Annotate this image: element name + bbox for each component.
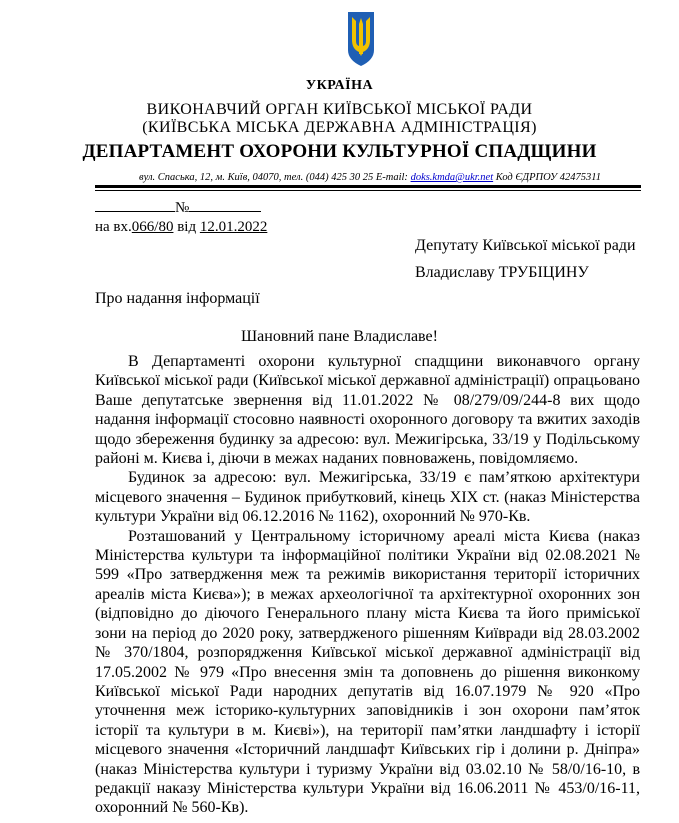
header-divider-thin — [95, 190, 641, 191]
edrpou-code: Код ЄДРПОУ 42475311 — [495, 172, 601, 183]
recipient-position: Депутату Київської міської ради — [415, 237, 636, 254]
department-name: ДЕПАРТАМЕНТ ОХОРОНИ КУЛЬТУРНОЇ СПАДЩИНИ — [82, 141, 597, 162]
outgoing-number-blank — [95, 211, 175, 212]
tryzub-emblem-icon — [346, 10, 376, 68]
email-link[interactable]: doks.kmda@ukr.net — [410, 172, 494, 183]
phone-text: тел. (044) 425 30 25 E-mail: — [284, 172, 408, 183]
number-sign: № — [175, 200, 190, 216]
incoming-reference-line — [95, 219, 267, 236]
body-paragraph: В Департаменті охорони культурної спадщини виконавчого органу Київської міської ради (Київської міської державної адміністрації) опрацьовано Ваше депутатське звернення від 11.01.2022 № 08/279/09/244-8 вих щодо надання інформації стосовно наявності охоронного договору та вжитих заходів щодо збереження будинку за адресою: вул. Межигірська, 33/19 у Подільському районі м. Києва і, діючи в межах наданих повноважень, повідомляємо. — [95, 353, 640, 468]
header-divider-thick — [95, 185, 641, 188]
organization-name: ВИКОНАВЧИЙ ОРГАН КИЇВСЬКОЇ МІСЬКОЇ РАДИ — [146, 101, 533, 118]
reference-number: 066/80 — [131, 219, 174, 235]
recipient-name: Владиславу ТРУБІЦИНУ — [415, 264, 589, 281]
address-text: вул. Спаська, 12, м. Київ, 04070, — [139, 172, 282, 183]
salutation: Шановний пане Владиславе! — [241, 328, 438, 345]
body-paragraph: Будинок за адресою: вул. Межигірська, 33/19 є пам’яткою архітектури місцевого значення – Будинок прибутковий, кінець ХІХ ст. (наказ Міністерства культури України від 06.12.2016 № 1162), охоронний № 970-Кв. — [95, 469, 640, 526]
letter-subject: Про надання інформації — [95, 290, 260, 307]
reference-from: від — [173, 219, 200, 235]
reference-date: 12.01.2022 — [199, 219, 268, 235]
outgoing-date-blank — [189, 211, 261, 212]
reference-prefix: на вх. — [95, 219, 132, 235]
contacts-line — [100, 172, 640, 183]
body-paragraph: Розташований у Центральному історичному ареалі міста Києва (наказ Міністерства культури та інформаційної політики України від 02.08.2021 № 599 «Про затвердження меж та режимів використання території історичних ареалів міста Києва»); в межах археологічної та архітектурної охоронних зон (відповідно до діючого Генерального плану міста Києва та його приміської зони на період до 2020 року, затвердженого рішенням Київради від 28.03.2002 № 370/1804, розпорядження Київської міської державної адміністрації від 17.05.2002 № 979 «Про внесення змін та доповнень до рішення виконкому Київської міської Ради народних депутатів від 16.07.1979 № 920 «Про уточнення меж історико-культурних заповідників і зон охорони пам’яток історії та культури в м. Києві»), на території пам’ятки ландшафту і історії місцевого значення «Історичний ландшафт Київських гір і долини р. Дніпра» (наказ Міністерства культури і туризму України від 03.02.10 № 58/0/16-10, в редакції наказу Міністерства культури України від 16.06.2011 № 453/0/16-11, охоронний № 560-Кв). — [95, 527, 640, 817]
organization-alt-name: (КИЇВСЬКА МІСЬКА ДЕРЖАВНА АДМІНІСТРАЦІЯ) — [142, 119, 537, 136]
letter-body — [95, 352, 640, 818]
outgoing-number-line — [95, 200, 261, 217]
country-heading: УКРАЇНА — [305, 78, 374, 93]
